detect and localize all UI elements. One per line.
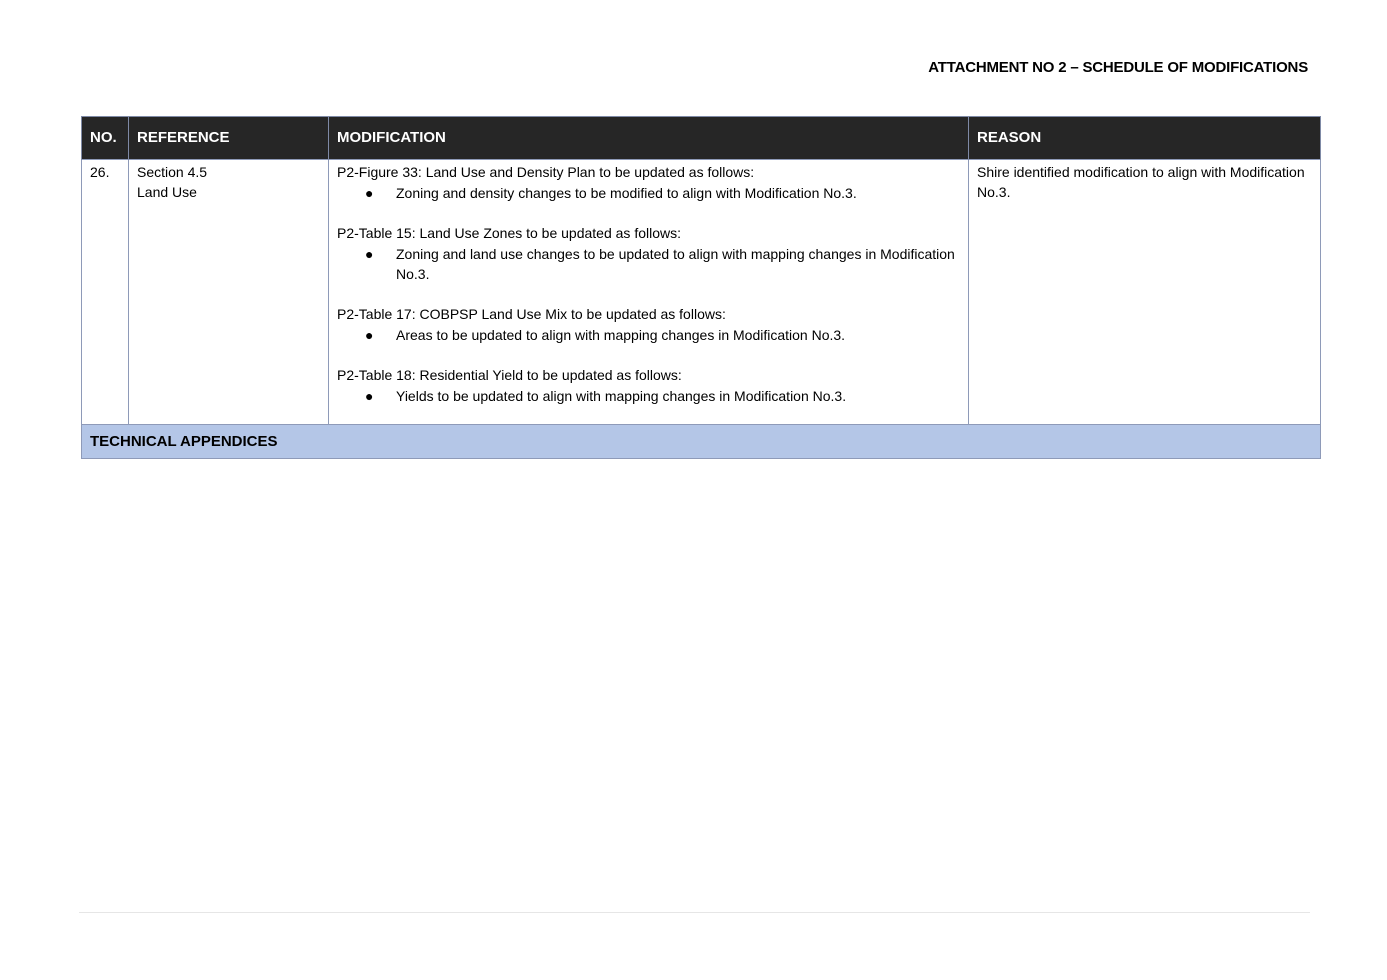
modification-item bbox=[337, 365, 960, 406]
table-row bbox=[82, 160, 1321, 425]
modification-heading: P2-Table 15: Land Use Zones to be updated as follows: bbox=[337, 225, 681, 241]
column-header-reason: REASON bbox=[969, 117, 1321, 160]
modification-bullet bbox=[365, 244, 960, 284]
reference-topic: Land Use bbox=[137, 184, 197, 200]
schedule-table bbox=[81, 116, 1321, 459]
modification-bullet-text: Areas to be updated to align with mapping changes in Modification No.3. bbox=[396, 327, 846, 343]
bullet-icon: ● bbox=[365, 246, 374, 262]
modification-heading: P2-Figure 33: Land Use and Density Plan to be updated as follows: bbox=[337, 164, 755, 180]
modification-bullet bbox=[365, 183, 960, 203]
modification-bullets bbox=[337, 386, 960, 406]
section-label: TECHNICAL APPENDICES bbox=[82, 425, 1321, 459]
footer-divider bbox=[79, 912, 1310, 913]
modification-bullets bbox=[337, 183, 960, 203]
row-reference bbox=[129, 160, 329, 425]
modification-bullet-text: Zoning and density changes to be modified to align with Modification No.3. bbox=[396, 185, 857, 201]
reference-section: Section 4.5 bbox=[137, 164, 208, 180]
column-header-no: NO. bbox=[82, 117, 129, 160]
modification-heading: P2-Table 17: COBPSP Land Use Mix to be updated as follows: bbox=[337, 306, 726, 322]
modification-bullets bbox=[337, 325, 960, 345]
column-header-modification: MODIFICATION bbox=[329, 117, 969, 160]
modification-item bbox=[337, 304, 960, 345]
page-title: ATTACHMENT NO 2 – SCHEDULE OF MODIFICATIONS bbox=[928, 59, 1308, 76]
row-reason: Shire identified modification to align with Modification No.3. bbox=[969, 160, 1321, 425]
modification-item bbox=[337, 223, 960, 284]
row-number: 26. bbox=[82, 160, 129, 425]
table-header-row bbox=[82, 117, 1321, 160]
modification-bullets bbox=[337, 244, 960, 284]
section-row bbox=[82, 425, 1321, 459]
modification-bullet bbox=[365, 386, 960, 406]
modification-item bbox=[337, 162, 960, 203]
modification-bullet bbox=[365, 325, 960, 345]
modification-bullet-text: Yields to be updated to align with mapping changes in Modification No.3. bbox=[396, 388, 847, 404]
modification-heading: P2-Table 18: Residential Yield to be updated as follows: bbox=[337, 367, 682, 383]
modification-bullet-text: Zoning and land use changes to be updated to align with mapping changes in Modification No.3. bbox=[396, 246, 955, 282]
column-header-reference: REFERENCE bbox=[129, 117, 329, 160]
bullet-icon: ● bbox=[365, 185, 374, 201]
bullet-icon: ● bbox=[365, 388, 374, 404]
bullet-icon: ● bbox=[365, 327, 374, 343]
row-modification bbox=[329, 160, 969, 425]
